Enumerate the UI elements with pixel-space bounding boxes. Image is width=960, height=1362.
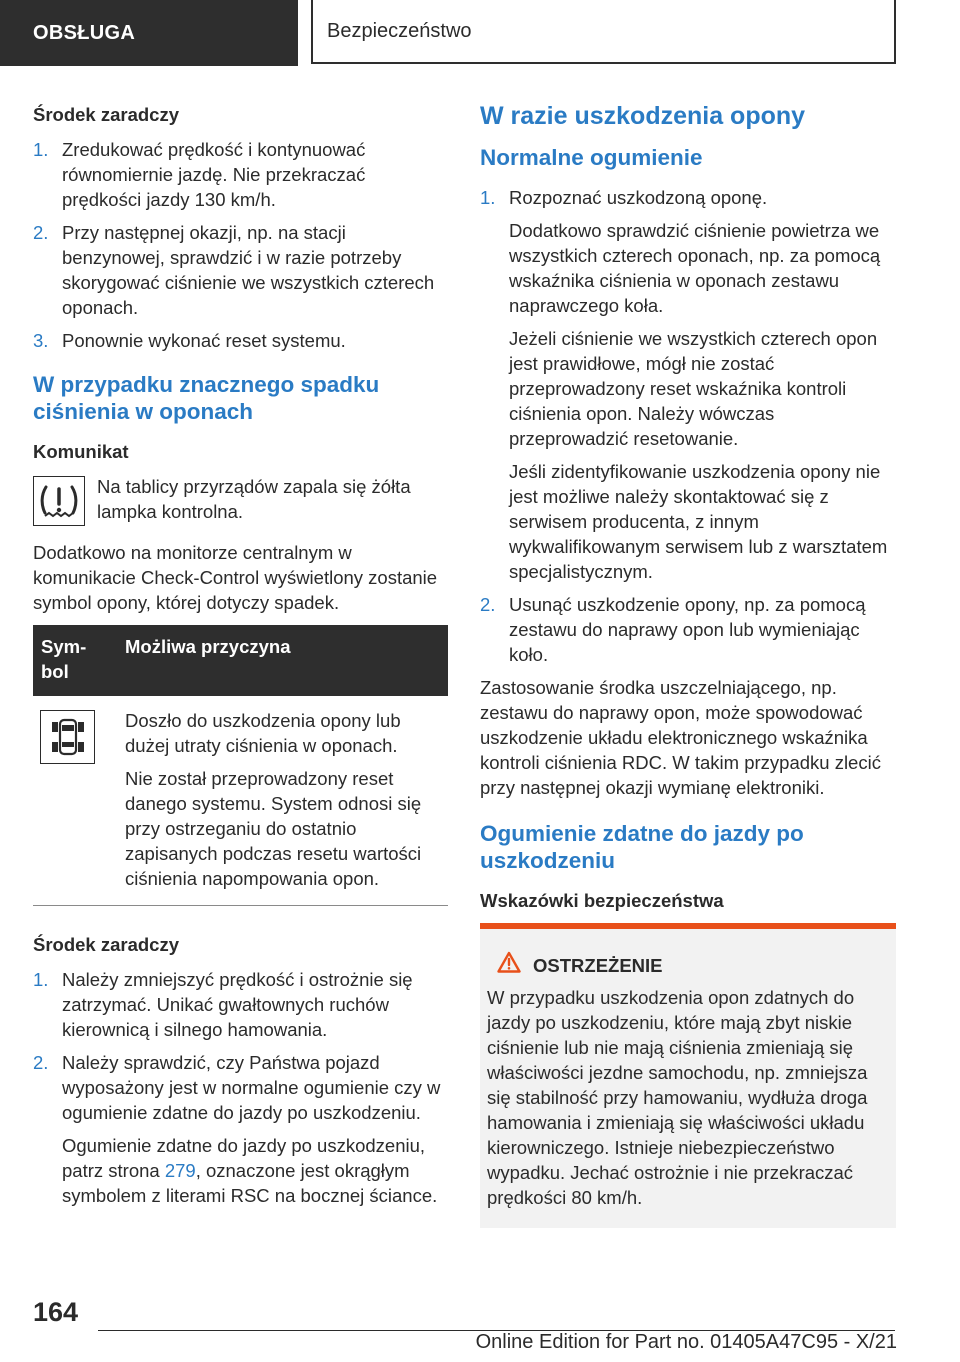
cause-text: Doszło do uszkodzenia opony lub dużej utraty ciśnienia w oponach. [125, 710, 401, 756]
step-text: Ponownie wykonać reset systemu. [62, 330, 346, 351]
list-item [33, 967, 448, 1042]
normal-tires-heading: Normalne ogumienie [480, 145, 703, 170]
step-text: Należy sprawdzić, czy Państwa pojazd wyposażony jest w normalne ogumienie czy w ogumienie zdatne do jazdy po uszkodzeniu. [62, 1052, 441, 1123]
check-control-text: Dodatkowo na monitorze centralnym w komunikacie Check-Control wyświetlony zostanie symbol opony, której dotyczy spadek. [33, 542, 438, 613]
step-text: Rozpoznać uszkodzoną oponę. [509, 187, 768, 208]
sealant-text: Zastosowanie środka uszczelniającego, np. zestawu do naprawy opon, może spowodować uszkodzenie układu elektronicznego wskaźnika kontroli ciśnienia RDC. W takim przypadku zlecić przy następnej okazji wymianę elektroniki. [480, 677, 881, 798]
table-row [33, 696, 448, 906]
page-number: 164 [33, 1297, 79, 1327]
symbol-table [33, 625, 448, 906]
car-tires-icon [40, 710, 95, 764]
tire-pressure-warning-icon [33, 476, 85, 526]
table-header [33, 625, 448, 696]
tire-damage-steps [480, 185, 896, 667]
remedy-steps [33, 967, 448, 1208]
step-number: 1. [33, 139, 49, 160]
safety-heading: Wskazówki bezpieczeństwa [480, 890, 724, 911]
step-number: 1. [33, 969, 49, 990]
pressure-loss-heading: W przypadku znacznego spadku ciśnienia w oponach [33, 372, 380, 424]
cause-text: Nie został przeprowadzony reset danego systemu. System odnosi się przy ostrzeganiu do ostatnio zapisanych podczas resetu wartości ciśnienia napompowania opon. [125, 768, 422, 889]
step-number: 2. [33, 1052, 49, 1073]
step-text: Jeśli zidentyfikowanie uszkodzenia opony nie jest możliwe należy skontaktować się z serwisem producenta, z innym wykwalifikowanym serwisem lub z warsztatem specjalistycznym. [509, 461, 888, 582]
step-text: Przy następnej okazji, np. na stacji benzynowej, sprawdzić i w razie potrzeby skorygować ciśnienie we wszystkich czterech oponach. [62, 222, 435, 318]
list-item [33, 137, 448, 212]
edition-text: Online Edition for Part no. 01405A47C95 - X/21 [475, 1331, 897, 1353]
step-text: Jeżeli ciśnienie we wszystkich czterech opon jest prawidłowe, mógł nie zostać przeprowadzony reset wskaźnika kontroli ciśnienia opon. Należy wówczas przeprowadzić resetowanie. [509, 328, 878, 449]
column-header-cause: Możliwa przyczyna [125, 636, 291, 657]
left-column [33, 102, 448, 1216]
chapter-title: Bezpieczeństwo [327, 19, 472, 42]
step-text: Należy zmniejszyć prędkość i ostrożnie się zatrzymać. Unikać gwałtownych ruchów kierownicą i silnego hamowania. [62, 969, 413, 1040]
step-number: 1. [480, 187, 496, 208]
warning-text: W przypadku uszkodzenia opon zdatnych do jazdy po uszkodzeniu, które mają zbyt niskie ciśnienie lub nie mają ciśnienia zmieniają się właściwości jezdne samochodu, np. zmniejsza się stabilność przy hamowaniu, wydłuża droga hamowania i zmieniają się właściwości układu kierowniczego. Istnieje niebezpieczeństwo wypadku. Jechać ostrożnie i nie przekraczać prędkości 80 km/h. [487, 987, 868, 1208]
step-text: Zredukować prędkość i kontynuować równomiernie jazdę. Nie przekraczać prędkości jazdy 130 km/h. [62, 139, 366, 210]
message-block [33, 474, 448, 526]
list-item [480, 592, 896, 667]
section-tab [0, 0, 298, 66]
runflat-heading: Ogumienie zdatne do jazdy po uszkodzeniu [480, 821, 804, 873]
section-heading: W razie uszkodzenia opony [480, 102, 806, 130]
list-item [480, 185, 896, 584]
remedy-steps [33, 137, 448, 353]
message-heading: Komunikat [33, 441, 129, 462]
list-item [33, 1050, 448, 1208]
right-column [480, 102, 896, 1228]
warning-title: OSTRZEŻENIE [533, 954, 663, 976]
section-title: OBSŁUGA [33, 21, 136, 44]
list-item [33, 220, 448, 320]
remedy-heading: Środek zaradczy [33, 934, 180, 955]
step-text: Dodatkowo sprawdzić ciśnienie powietrza we wszystkich czterech oponach, np. za pomocą wskaźnika ciśnienia w oponach zestawu naprawczego koła. [509, 220, 881, 316]
list-item [33, 328, 448, 353]
warning-triangle-icon [497, 951, 521, 979]
step-text: Ogumienie zdatne do jazdy po uszkodzeniu, patrz strona 279, oznaczone jest okrągłym symbolem z literami RSC na bocznej ściance. [62, 1135, 438, 1206]
step-number: 2. [480, 594, 496, 615]
step-text: Usunąć uszkodzenie opony, np. za pomocą zestawu do naprawy opon lub wymieniając koło. [509, 594, 866, 665]
step-number: 3. [33, 330, 49, 351]
warning-box [480, 923, 896, 1228]
column-header-symbol: Sym-bol [41, 636, 87, 682]
message-text: Na tablicy przyrządów zapala się żółta lampka kontrolna. [97, 476, 411, 522]
remedy-heading: Środek zaradczy [33, 104, 180, 125]
page-link[interactable]: 279 [164, 1160, 196, 1181]
chapter-tab [311, 0, 896, 64]
step-number: 2. [33, 222, 49, 243]
